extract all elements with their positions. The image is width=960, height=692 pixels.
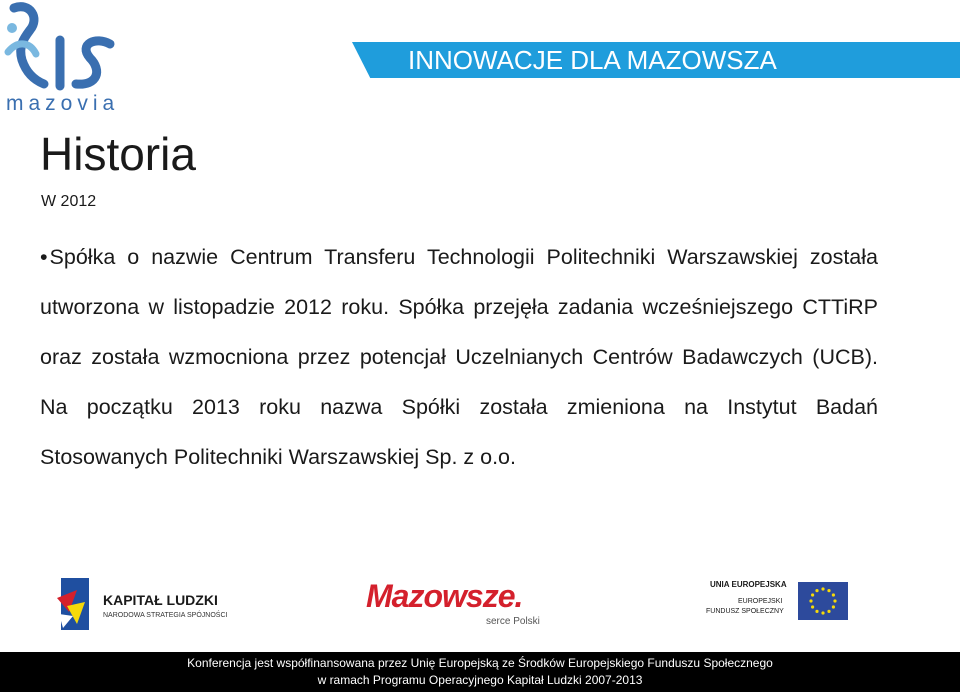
kapital-ludzki-subtitle: NARODOWA STRATEGIA SPÓJNOŚCI <box>103 612 228 619</box>
eu-line-2: EUROPEJSKI <box>738 598 783 605</box>
page-title: Historia <box>40 128 196 180</box>
mazowsze-subtitle: serce Polski <box>486 616 540 627</box>
paragraph-text: Spółka o nazwie Centrum Transferu Technologii Politechniki Warszawskiej została utworzona w listopadzie 2012 roku. Spółka przejęła zadania wcześniejszego CTTiRP oraz została wzmocniona przez potencjał Uczelnianych Centrów Badawczych (UCB). Na początku 2013 roku nazwa Spółki została zmieniona na Instytut Badań Stosowanych Politechniki Warszawskiej Sp. z o.o. <box>40 245 878 469</box>
kapital-ludzki-title: KAPITAŁ LUDZKI <box>103 592 218 608</box>
ris-mazovia-logo <box>0 0 130 118</box>
eu-line-1: UNIA EUROPEJSKA <box>710 580 787 589</box>
kapital-ludzki-logo <box>55 576 235 636</box>
mazowsze-logo <box>362 578 562 638</box>
eu-line-3: FUNDUSZ SPOŁECZNY <box>706 608 784 615</box>
footer <box>0 652 960 692</box>
footer-line-2: w ramach Programu Operacyjnego Kapitał Ludzki 2007-2013 <box>317 673 643 687</box>
logo-wordmark: mazovia <box>6 92 120 115</box>
page-subtitle: W 2012 <box>41 193 97 210</box>
footer-line-1: Konferencja jest współfinansowana przez Unię Europejską ze Środków Europejskiego Funduszu Społecznego <box>187 656 773 670</box>
kapital-ludzki-icon <box>55 576 95 632</box>
eu-logo <box>698 576 858 636</box>
mazowsze-title: Mazowsze. <box>366 578 523 614</box>
ris-logo-mark <box>0 0 130 100</box>
eu-flag-icon <box>798 582 848 620</box>
bullet-marker: • <box>40 245 48 269</box>
banner-title: INNOWACJE DLA MAZOWSZA <box>408 45 777 75</box>
history-paragraph <box>40 232 878 482</box>
partner-logos <box>0 568 960 648</box>
